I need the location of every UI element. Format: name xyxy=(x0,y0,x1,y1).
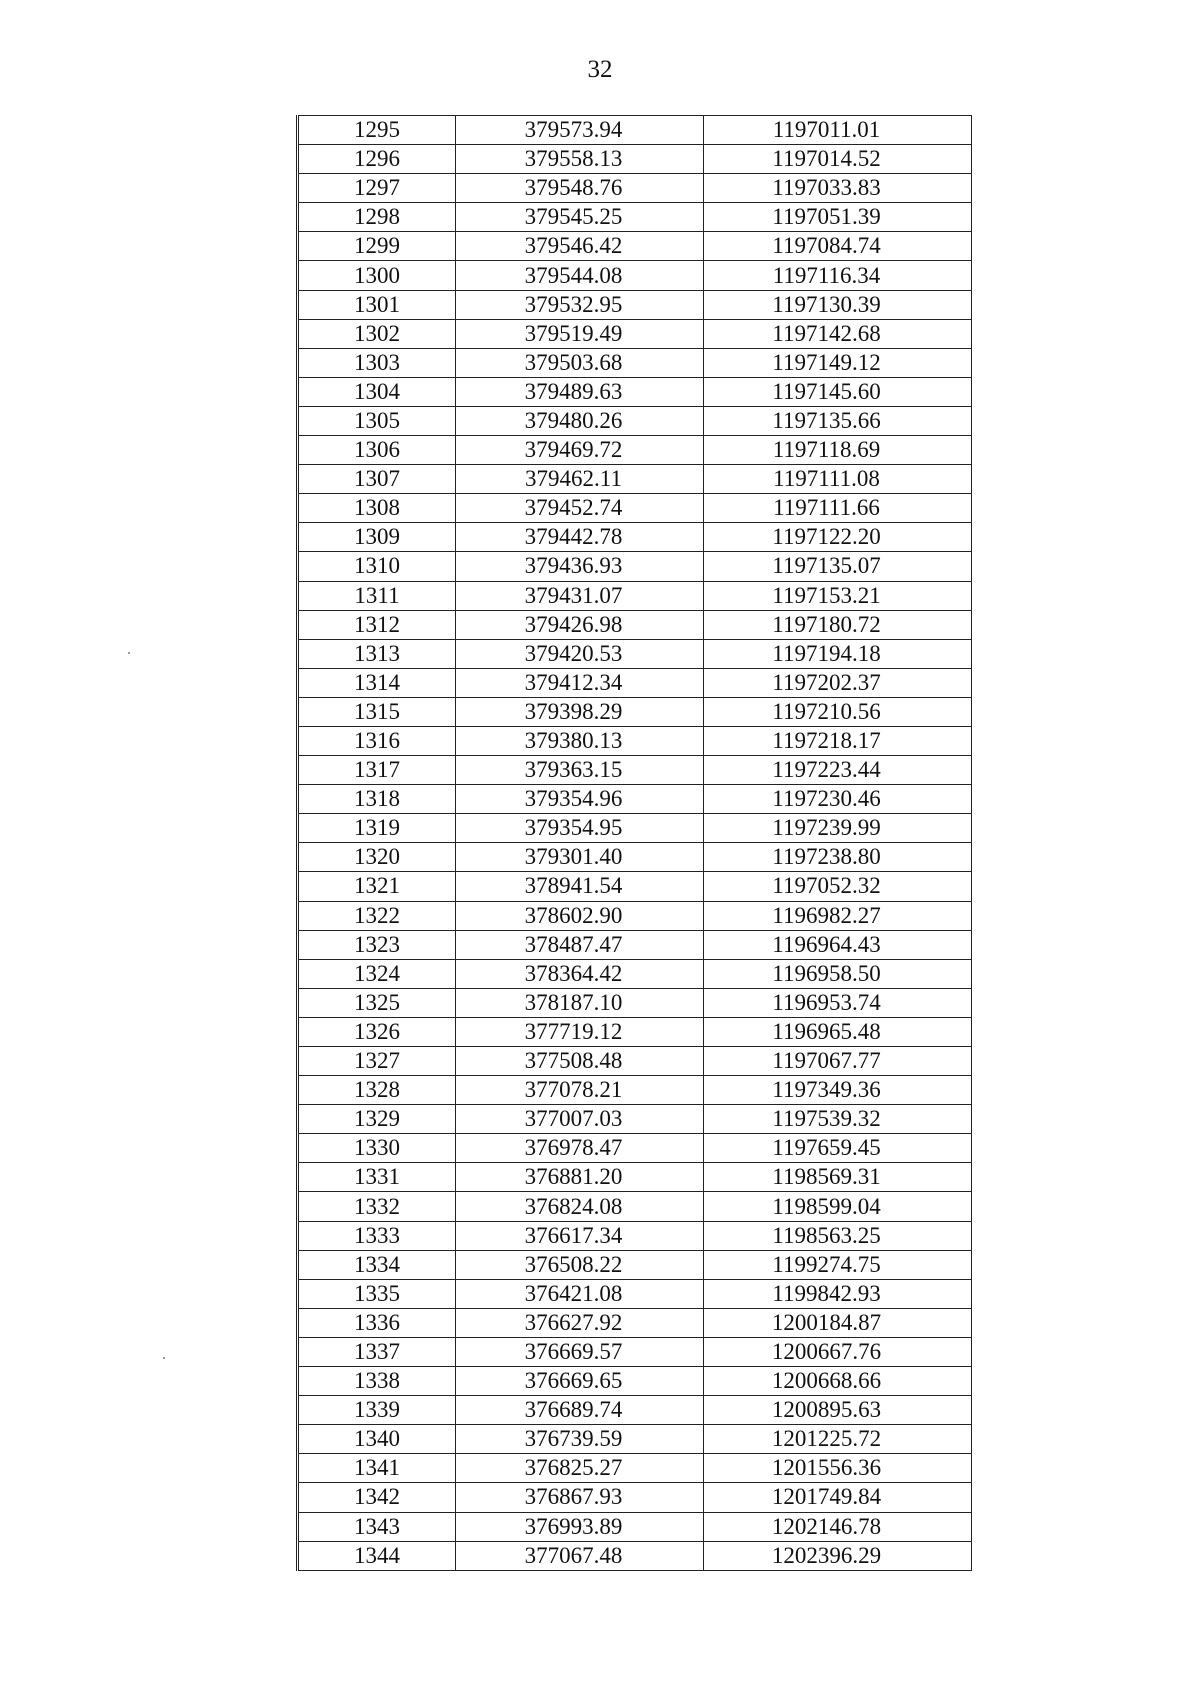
y-coordinate-cell: 1197223.44 xyxy=(704,756,972,785)
point-number-cell: 1305 xyxy=(298,406,456,435)
table-row xyxy=(298,1221,972,1250)
point-number-cell: 1317 xyxy=(298,756,456,785)
table-row xyxy=(298,261,972,290)
table-row xyxy=(298,348,972,377)
x-coordinate-cell: 377067.48 xyxy=(456,1541,704,1570)
table-row xyxy=(298,843,972,872)
point-number-cell: 1313 xyxy=(298,639,456,668)
x-coordinate-cell: 376867.93 xyxy=(456,1483,704,1512)
table-row xyxy=(298,1134,972,1163)
table-row xyxy=(298,203,972,232)
table-row xyxy=(298,377,972,406)
x-coordinate-cell: 378187.10 xyxy=(456,988,704,1017)
y-coordinate-cell: 1199842.93 xyxy=(704,1279,972,1308)
point-number-cell: 1340 xyxy=(298,1425,456,1454)
x-coordinate-cell: 379426.98 xyxy=(456,610,704,639)
point-number-cell: 1306 xyxy=(298,436,456,465)
y-coordinate-cell: 1197051.39 xyxy=(704,203,972,232)
x-coordinate-cell: 378602.90 xyxy=(456,901,704,930)
x-coordinate-cell: 378941.54 xyxy=(456,872,704,901)
table-row xyxy=(298,872,972,901)
point-number-cell: 1330 xyxy=(298,1134,456,1163)
table-row xyxy=(298,319,972,348)
y-coordinate-cell: 1196953.74 xyxy=(704,988,972,1017)
point-number-cell: 1342 xyxy=(298,1483,456,1512)
y-coordinate-cell: 1202396.29 xyxy=(704,1541,972,1570)
point-number-cell: 1327 xyxy=(298,1047,456,1076)
y-coordinate-cell: 1197135.66 xyxy=(704,406,972,435)
scan-speck xyxy=(163,1357,165,1359)
x-coordinate-cell: 379301.40 xyxy=(456,843,704,872)
x-coordinate-cell: 379462.11 xyxy=(456,465,704,494)
point-number-cell: 1329 xyxy=(298,1105,456,1134)
table-row xyxy=(298,1337,972,1366)
point-number-cell: 1304 xyxy=(298,377,456,406)
x-coordinate-cell: 379558.13 xyxy=(456,145,704,174)
y-coordinate-cell: 1197145.60 xyxy=(704,377,972,406)
point-number-cell: 1310 xyxy=(298,552,456,581)
x-coordinate-cell: 379431.07 xyxy=(456,581,704,610)
x-coordinate-cell: 379469.72 xyxy=(456,436,704,465)
x-coordinate-cell: 379452.74 xyxy=(456,494,704,523)
x-coordinate-cell: 378364.42 xyxy=(456,959,704,988)
point-number-cell: 1344 xyxy=(298,1541,456,1570)
y-coordinate-cell: 1197014.52 xyxy=(704,145,972,174)
point-number-cell: 1299 xyxy=(298,232,456,261)
y-coordinate-cell: 1197116.34 xyxy=(704,261,972,290)
y-coordinate-cell: 1201225.72 xyxy=(704,1425,972,1454)
point-number-cell: 1315 xyxy=(298,697,456,726)
x-coordinate-cell: 379546.42 xyxy=(456,232,704,261)
x-coordinate-cell: 379436.93 xyxy=(456,552,704,581)
y-coordinate-cell: 1200668.66 xyxy=(704,1367,972,1396)
table-row xyxy=(298,668,972,697)
point-number-cell: 1308 xyxy=(298,494,456,523)
point-number-cell: 1333 xyxy=(298,1221,456,1250)
x-coordinate-cell: 376421.08 xyxy=(456,1279,704,1308)
point-number-cell: 1325 xyxy=(298,988,456,1017)
point-number-cell: 1307 xyxy=(298,465,456,494)
table-row xyxy=(298,930,972,959)
x-coordinate-cell: 376627.92 xyxy=(456,1308,704,1337)
x-coordinate-cell: 379420.53 xyxy=(456,639,704,668)
x-coordinate-cell: 379412.34 xyxy=(456,668,704,697)
y-coordinate-cell: 1198599.04 xyxy=(704,1192,972,1221)
point-number-cell: 1323 xyxy=(298,930,456,959)
point-number-cell: 1296 xyxy=(298,145,456,174)
y-coordinate-cell: 1199274.75 xyxy=(704,1250,972,1279)
x-coordinate-cell: 376824.08 xyxy=(456,1192,704,1221)
y-coordinate-cell: 1197194.18 xyxy=(704,639,972,668)
x-coordinate-cell: 376978.47 xyxy=(456,1134,704,1163)
y-coordinate-cell: 1197067.77 xyxy=(704,1047,972,1076)
table-row xyxy=(298,406,972,435)
y-coordinate-cell: 1196958.50 xyxy=(704,959,972,988)
table-row xyxy=(298,1454,972,1483)
y-coordinate-cell: 1197011.01 xyxy=(704,116,972,145)
x-coordinate-cell: 379480.26 xyxy=(456,406,704,435)
x-coordinate-cell: 379489.63 xyxy=(456,377,704,406)
point-number-cell: 1326 xyxy=(298,1017,456,1046)
table-row xyxy=(298,697,972,726)
table-row xyxy=(298,552,972,581)
y-coordinate-cell: 1201556.36 xyxy=(704,1454,972,1483)
x-coordinate-cell: 376825.27 xyxy=(456,1454,704,1483)
table-row xyxy=(298,1076,972,1105)
point-number-cell: 1297 xyxy=(298,174,456,203)
table-row xyxy=(298,1279,972,1308)
table-row xyxy=(298,1367,972,1396)
table-row xyxy=(298,465,972,494)
y-coordinate-cell: 1197033.83 xyxy=(704,174,972,203)
y-coordinate-cell: 1197135.07 xyxy=(704,552,972,581)
y-coordinate-cell: 1197111.08 xyxy=(704,465,972,494)
point-number-cell: 1320 xyxy=(298,843,456,872)
x-coordinate-cell: 379354.95 xyxy=(456,814,704,843)
y-coordinate-cell: 1200184.87 xyxy=(704,1308,972,1337)
table-row xyxy=(298,785,972,814)
coordinates-table xyxy=(296,115,972,1571)
x-coordinate-cell: 377508.48 xyxy=(456,1047,704,1076)
y-coordinate-cell: 1200667.76 xyxy=(704,1337,972,1366)
y-coordinate-cell: 1197239.99 xyxy=(704,814,972,843)
x-coordinate-cell: 379503.68 xyxy=(456,348,704,377)
table-row xyxy=(298,523,972,552)
x-coordinate-cell: 376739.59 xyxy=(456,1425,704,1454)
y-coordinate-cell: 1198563.25 xyxy=(704,1221,972,1250)
point-number-cell: 1309 xyxy=(298,523,456,552)
table-row xyxy=(298,726,972,755)
point-number-cell: 1331 xyxy=(298,1163,456,1192)
point-number-cell: 1303 xyxy=(298,348,456,377)
page-number: 32 xyxy=(587,56,613,83)
point-number-cell: 1337 xyxy=(298,1337,456,1366)
table-row xyxy=(298,610,972,639)
x-coordinate-cell: 376617.34 xyxy=(456,1221,704,1250)
table-row xyxy=(298,1105,972,1134)
table-row xyxy=(298,145,972,174)
x-coordinate-cell: 379442.78 xyxy=(456,523,704,552)
table-row xyxy=(298,1512,972,1541)
point-number-cell: 1338 xyxy=(298,1367,456,1396)
y-coordinate-cell: 1197142.68 xyxy=(704,319,972,348)
x-coordinate-cell: 376881.20 xyxy=(456,1163,704,1192)
y-coordinate-cell: 1197118.69 xyxy=(704,436,972,465)
point-number-cell: 1328 xyxy=(298,1076,456,1105)
table-row xyxy=(298,1163,972,1192)
point-number-cell: 1336 xyxy=(298,1308,456,1337)
y-coordinate-cell: 1202146.78 xyxy=(704,1512,972,1541)
y-coordinate-cell: 1197238.80 xyxy=(704,843,972,872)
table-row xyxy=(298,814,972,843)
y-coordinate-cell: 1197052.32 xyxy=(704,872,972,901)
x-coordinate-cell: 379548.76 xyxy=(456,174,704,203)
table-row xyxy=(298,1308,972,1337)
y-coordinate-cell: 1197230.46 xyxy=(704,785,972,814)
y-coordinate-cell: 1197111.66 xyxy=(704,494,972,523)
point-number-cell: 1335 xyxy=(298,1279,456,1308)
table-row xyxy=(298,1425,972,1454)
table-row xyxy=(298,436,972,465)
table-row xyxy=(298,1047,972,1076)
x-coordinate-cell: 376508.22 xyxy=(456,1250,704,1279)
y-coordinate-cell: 1197149.12 xyxy=(704,348,972,377)
x-coordinate-cell: 379398.29 xyxy=(456,697,704,726)
x-coordinate-cell: 378487.47 xyxy=(456,930,704,959)
point-number-cell: 1324 xyxy=(298,959,456,988)
x-coordinate-cell: 376669.57 xyxy=(456,1337,704,1366)
table-row xyxy=(298,581,972,610)
x-coordinate-cell: 376993.89 xyxy=(456,1512,704,1541)
table-row xyxy=(298,988,972,1017)
point-number-cell: 1300 xyxy=(298,261,456,290)
y-coordinate-cell: 1197218.17 xyxy=(704,726,972,755)
x-coordinate-cell: 377078.21 xyxy=(456,1076,704,1105)
y-coordinate-cell: 1197180.72 xyxy=(704,610,972,639)
x-coordinate-cell: 377007.03 xyxy=(456,1105,704,1134)
y-coordinate-cell: 1197153.21 xyxy=(704,581,972,610)
point-number-cell: 1334 xyxy=(298,1250,456,1279)
table-row xyxy=(298,1250,972,1279)
y-coordinate-cell: 1197210.56 xyxy=(704,697,972,726)
y-coordinate-cell: 1196965.48 xyxy=(704,1017,972,1046)
table-row xyxy=(298,494,972,523)
table-row xyxy=(298,174,972,203)
point-number-cell: 1341 xyxy=(298,1454,456,1483)
y-coordinate-cell: 1200895.63 xyxy=(704,1396,972,1425)
table-row xyxy=(298,1541,972,1570)
x-coordinate-cell: 376689.74 xyxy=(456,1396,704,1425)
table-row xyxy=(298,290,972,319)
x-coordinate-cell: 376669.65 xyxy=(456,1367,704,1396)
y-coordinate-cell: 1197130.39 xyxy=(704,290,972,319)
y-coordinate-cell: 1196982.27 xyxy=(704,901,972,930)
coordinates-table-body xyxy=(298,116,972,1571)
point-number-cell: 1302 xyxy=(298,319,456,348)
table-row xyxy=(298,639,972,668)
y-coordinate-cell: 1197122.20 xyxy=(704,523,972,552)
point-number-cell: 1295 xyxy=(298,116,456,145)
table-row xyxy=(298,1396,972,1425)
point-number-cell: 1298 xyxy=(298,203,456,232)
table-row xyxy=(298,756,972,785)
point-number-cell: 1321 xyxy=(298,872,456,901)
x-coordinate-cell: 379544.08 xyxy=(456,261,704,290)
x-coordinate-cell: 379380.13 xyxy=(456,726,704,755)
table-row xyxy=(298,1017,972,1046)
table-row xyxy=(298,232,972,261)
y-coordinate-cell: 1198569.31 xyxy=(704,1163,972,1192)
x-coordinate-cell: 379545.25 xyxy=(456,203,704,232)
scan-speck xyxy=(128,652,130,654)
table-row xyxy=(298,959,972,988)
point-number-cell: 1343 xyxy=(298,1512,456,1541)
table-row xyxy=(298,901,972,930)
x-coordinate-cell: 379573.94 xyxy=(456,116,704,145)
point-number-cell: 1316 xyxy=(298,726,456,755)
x-coordinate-cell: 379354.96 xyxy=(456,785,704,814)
point-number-cell: 1314 xyxy=(298,668,456,697)
y-coordinate-cell: 1197084.74 xyxy=(704,232,972,261)
point-number-cell: 1322 xyxy=(298,901,456,930)
y-coordinate-cell: 1197202.37 xyxy=(704,668,972,697)
point-number-cell: 1319 xyxy=(298,814,456,843)
table-row xyxy=(298,116,972,145)
y-coordinate-cell: 1197659.45 xyxy=(704,1134,972,1163)
y-coordinate-cell: 1197349.36 xyxy=(704,1076,972,1105)
y-coordinate-cell: 1201749.84 xyxy=(704,1483,972,1512)
point-number-cell: 1332 xyxy=(298,1192,456,1221)
table-row xyxy=(298,1483,972,1512)
point-number-cell: 1339 xyxy=(298,1396,456,1425)
x-coordinate-cell: 379519.49 xyxy=(456,319,704,348)
y-coordinate-cell: 1196964.43 xyxy=(704,930,972,959)
x-coordinate-cell: 379532.95 xyxy=(456,290,704,319)
point-number-cell: 1318 xyxy=(298,785,456,814)
x-coordinate-cell: 377719.12 xyxy=(456,1017,704,1046)
point-number-cell: 1301 xyxy=(298,290,456,319)
y-coordinate-cell: 1197539.32 xyxy=(704,1105,972,1134)
table-row xyxy=(298,1192,972,1221)
x-coordinate-cell: 379363.15 xyxy=(456,756,704,785)
point-number-cell: 1312 xyxy=(298,610,456,639)
point-number-cell: 1311 xyxy=(298,581,456,610)
